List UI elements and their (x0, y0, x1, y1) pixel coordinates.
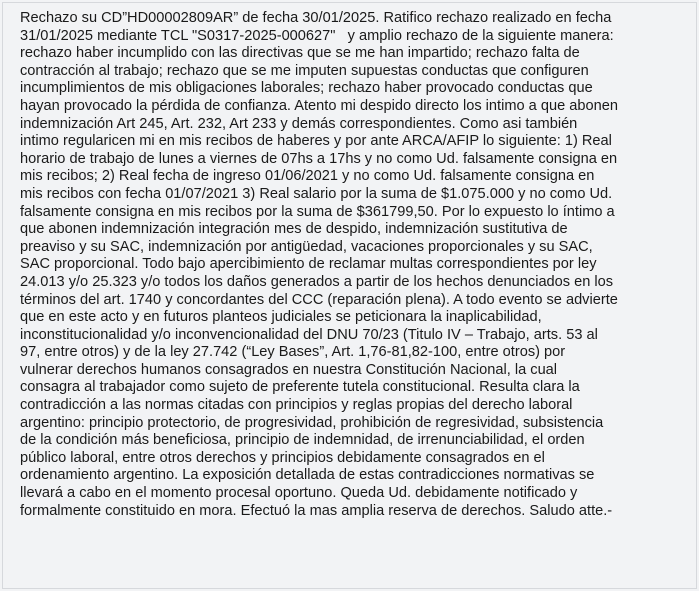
document-line: 24.013 y/o 25.323 y/o todos los daños generados a partir de los hechos denunciados en los (20, 273, 614, 290)
document-line: que abonen indemnización integración mes de despido, indemnización sustitutiva de (20, 221, 568, 238)
document-line: términos del art. 1740 y concordantes del CCC (reparación plena). A todo evento se advierte (20, 291, 618, 308)
document-line: llevará a cabo en el momento procesal oportuno. Queda Ud. debidamente notificado y (20, 485, 578, 502)
document-line: 97, entre otros) y de la ley 27.742 (“Ley Bases”, Art. 1,76-81,82-100, entre otros) por (20, 344, 566, 361)
document-line: consagra al trabajador como sujeto de preferente tutela constitucional. Resulta clara la (20, 379, 580, 396)
document-container (2, 2, 697, 589)
document-line: hayan provocado la pérdida de confianza. Atento mi despido directo los intimo a que abonen (20, 97, 618, 114)
document-line: horario de trabajo de lunes a viernes de 07hs a 17hs y no como Ud. falsamente consigna en (20, 150, 618, 167)
document-line: mis recibos; 2) Real fecha de ingreso 01/06/2021 y no como Ud. falsamente consigna en (20, 168, 595, 185)
document-line: rechazo haber incumplido con las directivas que se me han impartido; rechazo falta de (20, 45, 580, 62)
document-line: falsamente consigna en mis recibos por la suma de $361799,50. Por lo expuesto lo íntimo a (20, 203, 615, 220)
document-line: de la condición más beneficiosa, principio de indemnidad, de irrenunciabilidad, el orden (20, 432, 585, 449)
document-line: indemnización Art 245, Art. 232, Art 233 y demás correspondientes. Como asi también (20, 115, 578, 132)
document-line: mis recibos con fecha 01/07/2021 3) Real salario por la suma de $1.075.000 y no como Ud. (20, 185, 613, 202)
document-line: vulnerar derechos humanos consagrados en nuestra Constitución Nacional, la cual (20, 361, 558, 378)
document-line: intimo regularicen mi en mis recibos de haberes y por ante ARCA/AFIP lo siguiente: 1) Real (20, 133, 612, 150)
document-line: inconstitucionalidad y/o inconvencionalidad del DNU 70/23 (Titulo IV – Trabajo, arts. 53 al (20, 326, 598, 343)
document-line: Rechazo su CD”HD00002809AR” de fecha 30/01/2025. Ratifico rechazo realizado en fecha (20, 10, 612, 26)
document-line: formalmente constituido en mora. Efectuó la mas amplia reserva de derechos. Saludo atte.- (20, 502, 613, 519)
document-line: preaviso y su SAC, indemnización por antigüedad, vacaciones proporcionales y su SAC, (20, 238, 593, 255)
document-line: público laboral, entre otros derechos y principios debidamente consagrados en el (20, 449, 545, 466)
document-line: contracción al trabajo; rechazo que se me imputen supuestas conductas que configuren (20, 62, 589, 79)
document-line: SAC proporcional. Todo bajo apercibimiento de reclamar multas correspondientes por ley (20, 256, 597, 273)
document-body (20, 10, 688, 520)
document-line: que en este acto y en futuros planteos judiciales se peticionara la inaplicabilidad, (20, 309, 542, 326)
document-line: 31/01/2025 mediante TCL "S0317-2025-000627" y amplio rechazo de la siguiente manera: (20, 27, 614, 44)
document-line: contradicción a las normas citadas con principios y reglas propias del derecho laboral (20, 397, 573, 414)
document-line: incumplimientos de mis obligaciones laborales; rechazo haber provocado conductas que (20, 80, 593, 97)
document-line: ordenamiento argentino. La exposición detallada de estas contradicciones normativas se (20, 467, 595, 484)
document-line: argentino: principio protectorio, de progresividad, prohibición de regresividad, subsistencia (20, 414, 604, 431)
